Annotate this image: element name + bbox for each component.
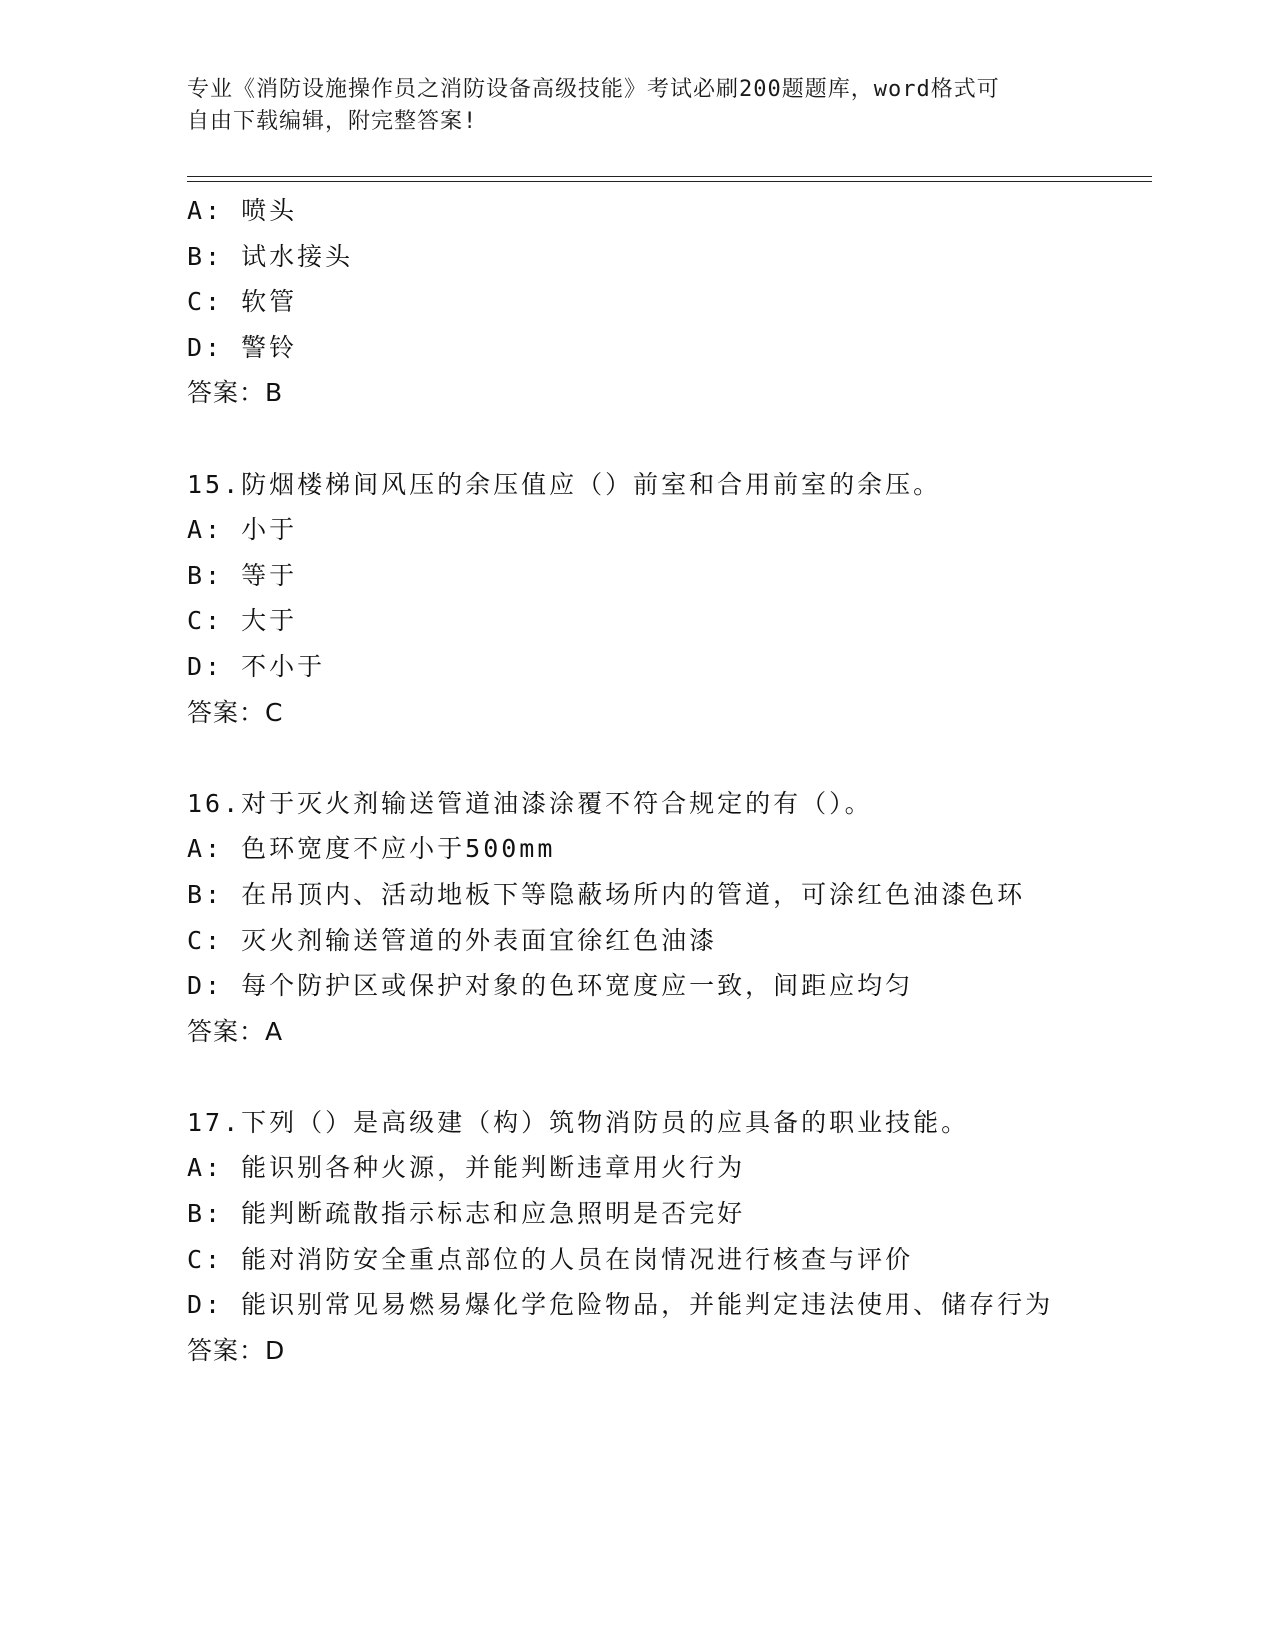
option-d: D: 不小于 [187, 651, 326, 681]
option-d: D: 每个防护区或保护对象的色环宽度应一致，间距应均匀 [187, 971, 914, 1001]
option-c: C: 大于 [187, 606, 298, 636]
header-divider-bottom [187, 181, 1152, 182]
question-text: 16.对于灭火剂输送管道油漆涂覆不符合规定的有（）。 [187, 788, 873, 818]
answer: 答案：B [187, 378, 284, 408]
question-15 [187, 462, 1152, 736]
option-b: B: 能判断疏散指示标志和应急照明是否完好 [187, 1199, 746, 1229]
option-c: C: 软管 [187, 287, 298, 317]
question-14 [187, 188, 1152, 416]
question-text: 15.防烟楼梯间风压的余压值应（）前室和合用前室的余压。 [187, 469, 942, 499]
option-d: D: 能识别常见易燃易爆化学危险物品，并能判定违法使用、储存行为 [187, 1290, 1054, 1320]
question-text: 17.下列（）是高级建（构）筑物消防员的应具备的职业技能。 [187, 1107, 970, 1137]
option-a: A: 喷头 [187, 196, 298, 225]
spacer [187, 416, 1152, 462]
answer: 答案：D [187, 1335, 286, 1365]
spacer [187, 735, 1152, 781]
option-c: C: 灭火剂输送管道的外表面宜徐红色油漆 [187, 925, 718, 955]
option-a: A: 色环宽度不应小于500mm [187, 834, 556, 864]
option-b: B: 在吊顶内、活动地板下等隐蔽场所内的管道，可涂红色油漆色环 [187, 879, 1026, 909]
header-divider-top [187, 176, 1152, 177]
answer: 答案：A [187, 1016, 284, 1046]
option-b: B: 等于 [187, 560, 298, 590]
option-d: D: 警铃 [187, 332, 298, 362]
spacer [187, 1054, 1152, 1100]
question-16 [187, 781, 1152, 1055]
page-header [187, 74, 1067, 138]
option-c: C: 能对消防安全重点部位的人员在岗情况进行核查与评价 [187, 1244, 914, 1274]
header-line-1: 专业《消防设施操作员之消防设备高级技能》考试必刷200题题库，word格式可 [187, 77, 1000, 102]
header-line-2: 自由下载编辑，附完整答案! [187, 109, 478, 134]
option-a: A: 小于 [187, 515, 298, 545]
option-a: A: 能识别各种火源，并能判断违章用火行为 [187, 1153, 746, 1183]
answer: 答案：C [187, 697, 284, 727]
question-17 [187, 1100, 1152, 1374]
option-b: B: 试水接头 [187, 241, 354, 271]
question-list [187, 188, 1152, 1373]
